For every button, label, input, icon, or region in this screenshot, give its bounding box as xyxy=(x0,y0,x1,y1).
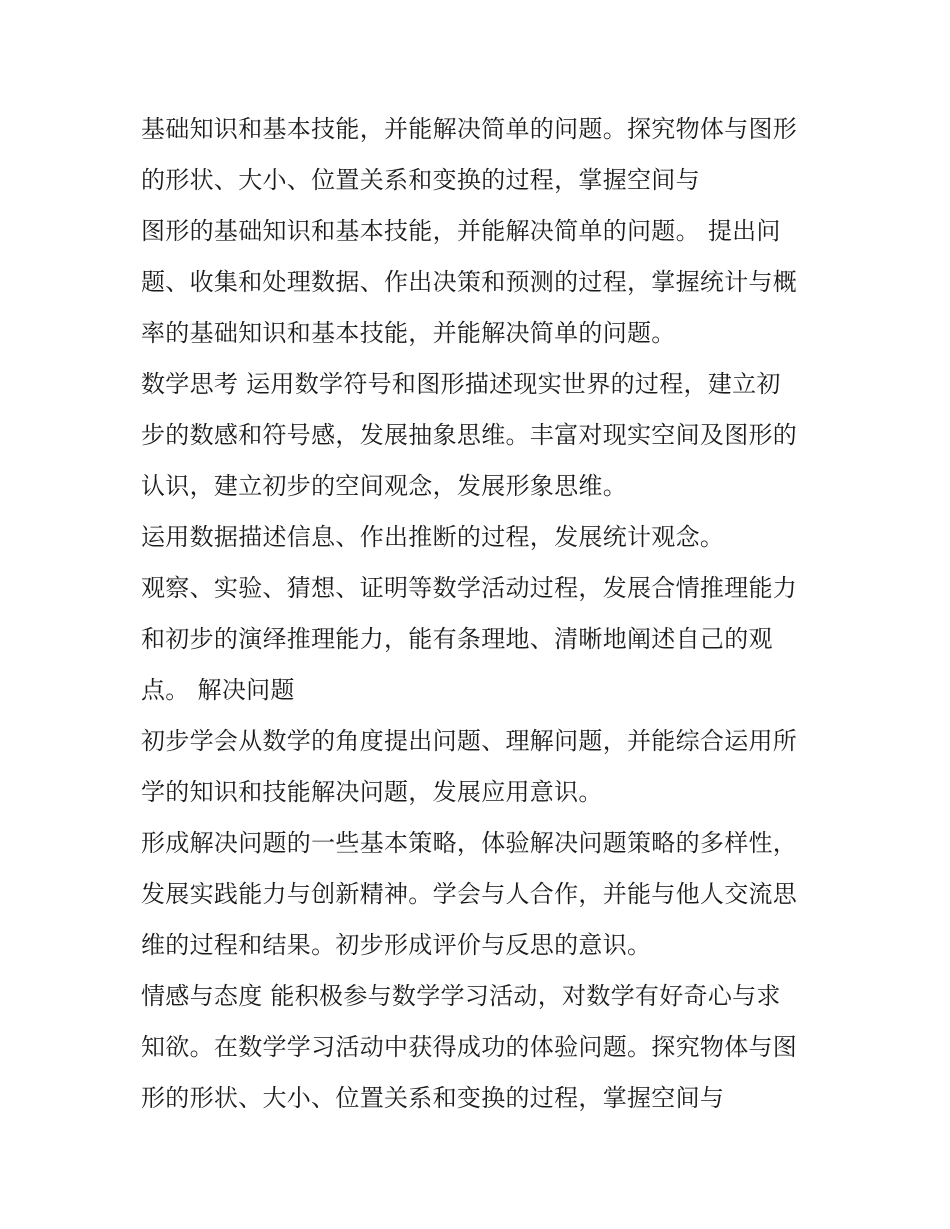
text-line: 基础知识和基本技能，并能解决简单的问题。探究物体与图形 xyxy=(141,115,798,143)
text-line: 情感与态度 能积极参与数学学习活动，对数学有好奇心与求 xyxy=(141,982,781,1010)
text-line: 的形状、大小、位置关系和变换的过程，掌握空间与 xyxy=(141,166,700,194)
text-line: 数学思考 运用数学符号和图形描述现实世界的过程，建立初 xyxy=(141,370,781,398)
text-line: 维的过程和结果。初步形成评价与反思的意识。 xyxy=(141,931,652,959)
text-line: 知欲。在数学学习活动中获得成功的体验问题。探究物体与图 xyxy=(141,1033,798,1061)
text-line: 步的数感和符号感，发展抽象思维。丰富对现实空间及图形的 xyxy=(141,421,798,449)
text-line: 发展实践能力与创新精神。学会与人合作，并能与他人交流思 xyxy=(141,880,798,908)
text-line: 图形的基础知识和基本技能，并能解决简单的问题。 提出问 xyxy=(141,217,781,245)
text-line: 观察、实验、猜想、证明等数学活动过程，发展合情推理能力 xyxy=(141,574,798,602)
text-line: 和初步的演绎推理能力，能有条理地、清晰地阐述自己的观 xyxy=(141,625,773,653)
text-line: 率的基础知识和基本技能，并能解决简单的问题。 xyxy=(141,319,676,347)
text-line: 形的形状、大小、位置关系和变换的过程，掌握空间与 xyxy=(141,1084,725,1112)
text-line: 初步学会从数学的角度提出问题、理解问题，并能综合运用所 xyxy=(141,727,798,755)
text-line: 认识，建立初步的空间观念，发展形象思维。 xyxy=(141,472,627,500)
text-line: 运用数据描述信息、作出推断的过程，发展统计观念。 xyxy=(141,523,725,551)
text-line: 形成解决问题的一些基本策略，体验解决问题策略的多样性， xyxy=(141,829,798,857)
text-line: 题、收集和处理数据、作出决策和预测的过程，掌握统计与概 xyxy=(141,268,798,296)
text-line: 学的知识和技能解决问题，发展应用意识。 xyxy=(141,778,603,806)
text-line: 点。 解决问题 xyxy=(141,676,295,704)
